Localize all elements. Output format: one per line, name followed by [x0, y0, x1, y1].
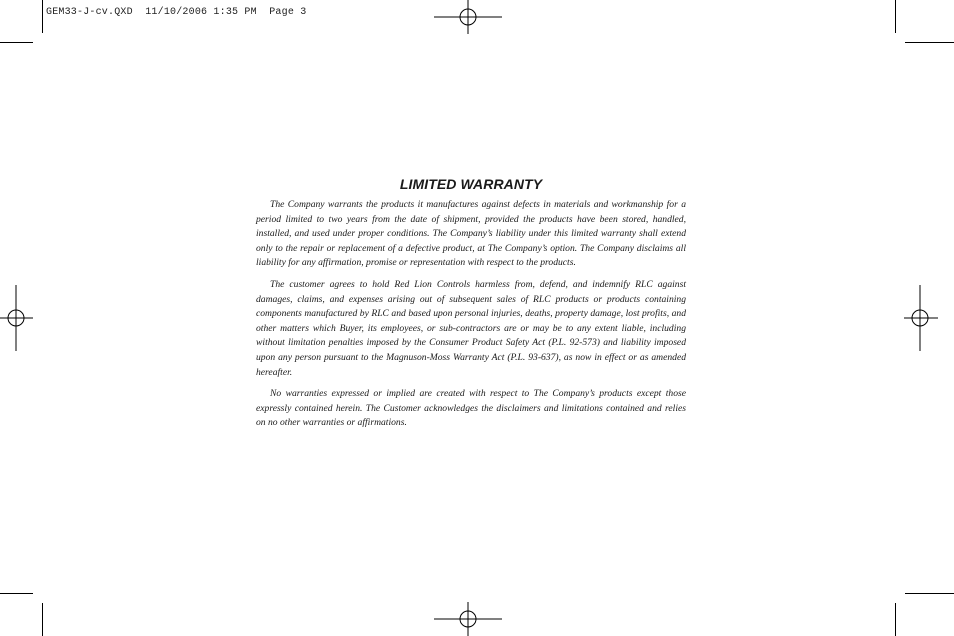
registration-mark-top	[434, 0, 502, 34]
warranty-title: LIMITED WARRANTY	[399, 176, 543, 192]
registration-mark-right	[904, 285, 938, 351]
warranty-paragraph-2: The customer agrees to hold Red Lion Controls harmless from, defend, and indemnify RLC against damages, claims, and expenses arising out of subsequent sales of RLC products or products containing components manufactured by RLC and based upon personal injuries, deaths, property damage, lost profits, and other matters which Buyer, its employees, or sub-contractors are or may be to any extent liable, including without limitation penalties imposed by the Consumer Product Safety Act (P.L. 92-573) and liability imposed upon any person pursuant to the Magnuson-Moss Warranty Act (P.L. 93-637), as now in effect or as amended hereafter.	[256, 278, 686, 378]
warranty-paragraph-3: No warranties expressed or implied are created with respect to The Company’s products except those expressly contained herein. The Customer acknowledges the disclaimers and limitations contained and relies on no other warranties or affirmations.	[256, 388, 686, 429]
registration-mark-bottom	[434, 602, 502, 636]
warranty-paragraph-1: The Company warrants the products it manufactures against defects in materials and workmanship for a period limited to two years from the date of shipment, provided the products have been stored, handled, installed, and used under proper conditions. The Company’s liability under this limited warranty shall extend only to the repair or replacement of a defective product, at The Company’s option. The Company disclaims all liability for any affirmation, promise or representation with respect to the products.	[256, 199, 686, 269]
print-slug: GEM33-J-cv.QXD 11/10/2006 1:35 PM Page 3	[46, 7, 307, 18]
warranty-section	[256, 176, 686, 438]
registration-mark-left	[0, 285, 33, 351]
